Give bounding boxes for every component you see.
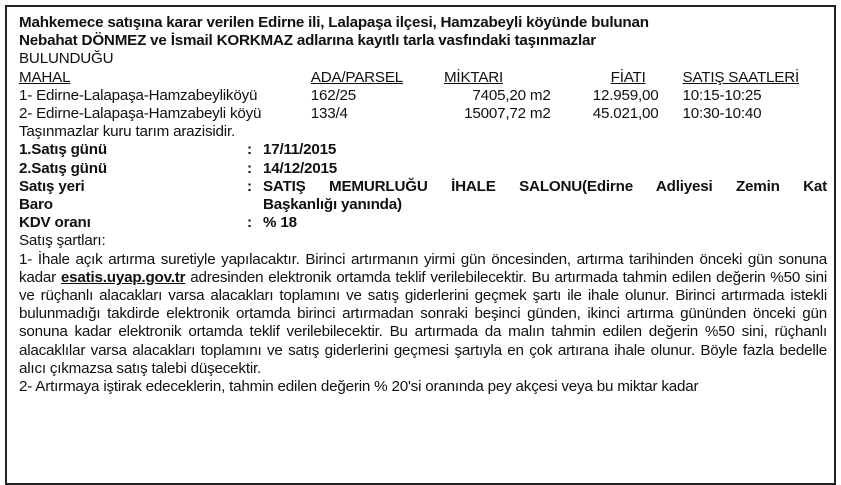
- esatis-link[interactable]: esatis.uyap.gov.tr: [60, 268, 186, 286]
- cell-hours: 10:30-10:40: [682, 105, 762, 123]
- info-value: SATIŞ MEMURLUĞU İHALE SALONU(Edirne Adliyesi Zemin Kat: [263, 177, 827, 195]
- col-header-hours: SATIŞ SAATLERİ: [682, 68, 799, 86]
- info-sep: :: [247, 141, 252, 159]
- conditions-header: Satış şartları:: [19, 232, 106, 250]
- info-value: Başkanlığı yanında): [263, 196, 402, 214]
- cell-location: 2- Edirne-Lalapaşa-Hamzabeyli köyü: [19, 105, 262, 123]
- title-part-pre: Nebahat: [19, 32, 82, 50]
- property-table: [19, 69, 799, 124]
- cell-parcel: 162/25: [310, 86, 357, 104]
- cell-area: 7405,20 m2: [472, 86, 551, 104]
- notice-title: [19, 14, 827, 50]
- info-label: KDV oranı: [19, 214, 91, 232]
- owner-name-2: KORKMAZ: [216, 32, 293, 50]
- info-value: % 18: [263, 214, 297, 232]
- cell-location: 1- Edirne-Lalapaşa-Hamzabeyliköyü: [19, 86, 258, 104]
- col-header-area: MİKTARI: [443, 68, 504, 86]
- info-value: 17/11/2015: [263, 141, 337, 159]
- col-header-price: FİATI: [610, 68, 646, 86]
- info-label: Satış yeri: [19, 177, 85, 195]
- cell-area: 15007,72 m2: [464, 105, 551, 123]
- location-header: BULUNDUĞU: [19, 50, 114, 68]
- col-header-location: MAHAL: [19, 68, 71, 86]
- condition-paragraph-1: [19, 251, 827, 378]
- cell-hours: 10:15-10:25: [682, 86, 762, 104]
- owner-name-1: DÖNMEZ: [81, 32, 147, 50]
- info-sep: [247, 196, 263, 214]
- table-header-row: [19, 69, 799, 87]
- info-sep: :: [247, 214, 252, 232]
- info-label: Baro: [19, 196, 53, 214]
- condition-paragraph-2: 2- Artırmaya iştirak edeceklerin, tahmin edilen değerin % 20'si oranında pey akçesi veya bu miktar kadar: [19, 378, 699, 396]
- info-sep: :: [247, 159, 252, 177]
- title-line-1: Mahkemece satışına karar verilen Edirne ili, Lalapaşa ilçesi, Hamzabeyli köyünde bulunan: [19, 14, 649, 31]
- land-note: Taşınmazlar kuru tarım arazisidir.: [19, 123, 236, 141]
- notice-content: [19, 14, 827, 396]
- para1-text-pre: 1- İhale açık artırma suretiyle yapılacaktır. Birinci artırmanın yirmi gün öncesinden, artırma tarihinden önceki gün sonuna kadar: [19, 250, 827, 286]
- info-label: 1.Satış günü: [19, 141, 107, 159]
- cell-price: 45.021,00: [592, 105, 659, 123]
- info-value: 14/12/2015: [263, 159, 338, 177]
- col-header-parcel: ADA/PARSEL: [310, 68, 404, 86]
- title-part-mid: ve İsmail: [146, 32, 217, 50]
- sale-info: [19, 141, 827, 232]
- cell-price: 12.959,00: [592, 86, 659, 104]
- info-label: 2.Satış günü: [19, 159, 107, 177]
- title-part-post: adlarına kayıtlı tarla vasfındaki taşınmazlar: [292, 32, 596, 50]
- info-sep: :: [247, 177, 252, 195]
- cell-parcel: 133/4: [310, 105, 348, 123]
- table-row: [19, 87, 799, 105]
- title-line-2: [19, 32, 827, 50]
- table-row: [19, 105, 799, 123]
- para1-text-post: adresinden elektronik ortamda teklif verilebilecektir. Bu artırmada tahmin edilen değerin %50 sini ve rüçhanlı alacakları varsa alacakları toplamını ve satış giderlerini geçmek şartı ile ihale olunur. Birinci artırmada istekli bulunmadığı takdirde elektronik ortamda birinci artırmadan sonraki beşinci günden, ikinci artırma gününden önceki gün sonuna kadar elektronik ortamda teklif verilebilecektir. Bu artırmada da malın tahmin edilen değerin %50 sini, rüçhanlı alacaklılar varsa alacakları toplamını ve satış giderlerini geçmesi şartıyla en çok artırana ihale olunur. Böyle fazla bedelle alıcı çıkmazsa satış talebi düşecektir.: [19, 268, 827, 377]
